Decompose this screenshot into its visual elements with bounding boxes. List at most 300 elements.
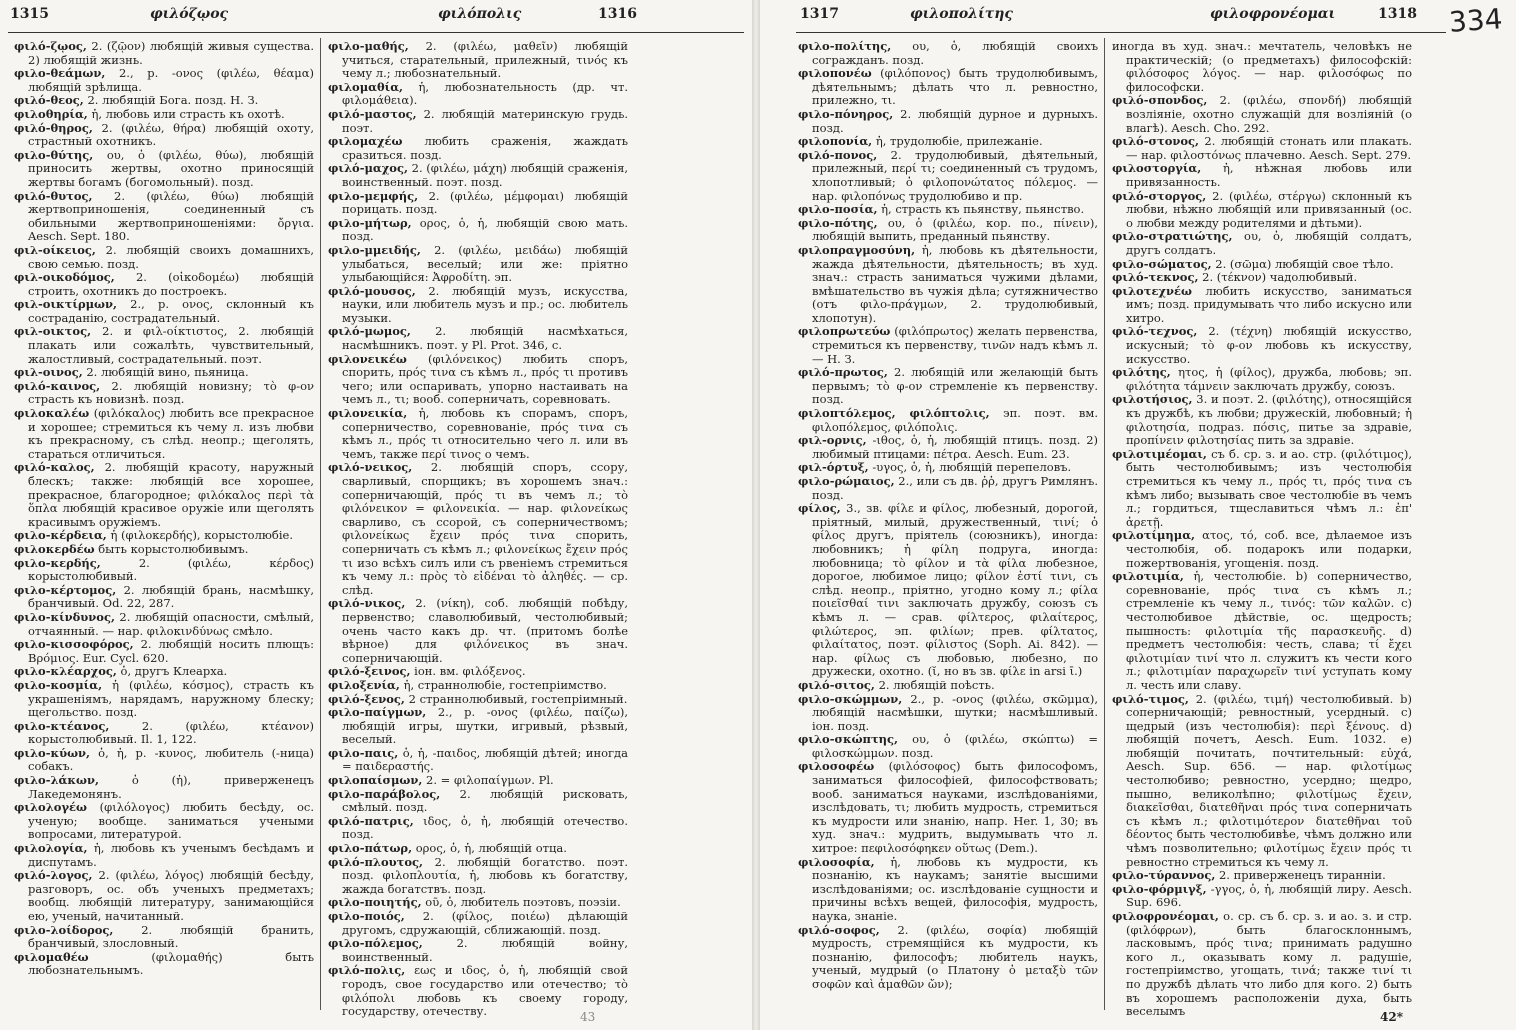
entry-headword: φιλο-κερδής, <box>14 555 101 570</box>
entry-headword: φιλο-κύων, <box>14 745 91 760</box>
dictionary-entry <box>798 461 1098 475</box>
entry-definition: 2. (φιλέω, μάχη) любящій сраженія, воинственный. поэт. позд. <box>342 161 628 189</box>
dictionary-entry <box>328 217 628 244</box>
entry-headword: φιλοφρονέομαι, <box>1112 909 1219 923</box>
entry-definition: 2. (σῶμα) любящій свое тѣло. <box>1215 256 1394 271</box>
dictionary-entry <box>798 244 1098 326</box>
dictionary-column <box>14 40 314 1020</box>
entry-headword: φιλο-σώματος, <box>1112 256 1212 271</box>
dictionary-entry <box>14 665 314 679</box>
dictionary-entry <box>14 869 314 923</box>
entry-headword: φιλό-τεκνος, <box>1112 270 1199 285</box>
dictionary-entry <box>798 407 1098 434</box>
entry-definition: 2., р. ονος, склонный къ состраданію, сострадательный. <box>28 297 314 325</box>
dictionary-entry <box>14 720 314 747</box>
entry-definition: 2. любящій своихъ домашнихъ, свою семью. позд. <box>28 242 314 271</box>
entry-headword: φιλό-ξεινος, <box>328 664 411 679</box>
entry-definition: 2. (φιλέω, μαθεῖν) любящій учиться, старательный, прилежный, τινός къ чему л.; любознательный. <box>342 40 628 81</box>
entry-headword: φιλό-σιτος, <box>798 677 875 692</box>
running-headword: φιλοπολίτης <box>910 6 1013 22</box>
dictionary-entry <box>328 285 628 326</box>
entry-headword: φιλό-θεος, <box>14 93 84 108</box>
entry-headword: φιλό-πονος, <box>798 147 878 162</box>
entry-headword: φιλοπρωτεύω <box>798 324 891 339</box>
entry-definition: 2. (νίκη), соб. любящій побѣду, первенство; славолюбивый, честолюбивый; очень часто какъ др. чт. (притомъ болѣе вѣрное) для φιλόνεικος въ знач. соперничающій. <box>342 596 628 665</box>
dictionary-entry <box>328 842 628 856</box>
entry-definition: 2. любящій бранить, бранчивый, злословный. <box>28 922 314 951</box>
dictionary-entry <box>798 108 1098 135</box>
entry-headword: φιλ-οικοδόμος, <box>14 270 115 285</box>
entry-headword: φιλοπονία, <box>798 134 873 149</box>
entry-headword: φιλοσοφέω <box>798 759 875 774</box>
entry-headword: φιλό-τιμος, <box>1112 691 1189 706</box>
dictionary-entry <box>798 502 1098 679</box>
entry-definition: ἡ, любовь къ спорамъ, споръ, соперничество, соревнованіе, πρός τινα съ кѣмъ л., πρός τι относительно чего л. или въ чемъ, также περί τινος о чемъ. <box>342 406 628 461</box>
dictionary-entry <box>14 298 314 325</box>
entry-headword: φιλο-πόνηρος, <box>798 106 894 121</box>
entry-headword: φιλό-στονος, <box>1112 134 1200 149</box>
dictionary-entry <box>328 190 628 217</box>
entry-definition: 2. (τέκνον) чадолюбивый. <box>1202 270 1358 285</box>
dictionary-entry <box>328 325 628 352</box>
page-number: 1315 <box>10 6 49 22</box>
dictionary-entry <box>14 611 314 638</box>
column-divider <box>320 38 321 1010</box>
entry-definition: ὁ, ἡ, -παιδος, любящій дѣтей; иногда = παιδεραστής. <box>342 745 628 774</box>
entry-headword: φιλό-ζῳος, <box>14 40 87 53</box>
entry-definition: 2. любящій войну, воинственный. <box>342 936 628 964</box>
entry-definition: 2. приверженецъ тиранніи. <box>1218 868 1386 883</box>
dictionary-entry <box>798 366 1098 407</box>
running-headword: φιλόπολις <box>438 6 522 22</box>
entry-headword: φιλονεικία, <box>328 406 408 421</box>
entry-definition: 2., или съ дв. ῥῥ, другъ Римлянъ. позд. <box>812 474 1098 502</box>
entry-definition: ἡ, трудолюбіе, прилежаніе. <box>875 134 1043 149</box>
entry-headword: φιλ-όρτυξ, <box>798 460 869 475</box>
entry-headword: φιλο-κοσμία, <box>14 677 103 692</box>
entry-definition: 2. (φιλέω, λόγος) любящій бесѣду, разговоръ, ос. объ ученыхъ предметахъ; вообщ. любящій литературу, занимающійся ею, ученый, начитанный. <box>28 868 314 923</box>
entry-definition: 2. (φιλέω, σοφία) любящій мудрость, стремящійся къ мудрости, къ познанію, философъ; любитель наукъ, ученый, мудрый (ο Платону ὁ μεταξὺ τῶν σοφῶν καὶ ἀμαθῶν ὤν); <box>812 922 1098 991</box>
page-number: 1316 <box>598 6 637 22</box>
entry-definition: 2. любящій вино, пьяница. <box>86 365 249 380</box>
dictionary-entry <box>328 244 628 285</box>
entry-headword: φιλομαχέω <box>328 134 403 149</box>
entry-definition: 2., р. -ονος (φιλέω, σκῶμμα), любящій насмѣшки, шутки; насмѣшливый. іон. позд. <box>812 691 1098 733</box>
dictionary-entry <box>328 774 628 788</box>
entry-headword: φιλοσοφία, <box>798 854 875 869</box>
column-divider <box>1104 38 1105 1010</box>
entry-definition: 2. (φιλέω, μέμφομαι) любящій порицать. позд. <box>342 188 628 217</box>
entry-definition: 2. любящій рисковать, смѣлый. позд. <box>342 786 628 815</box>
entry-definition: ἡ, любовь къ ученымъ бесѣдамъ и диспутамъ. <box>28 841 314 869</box>
dictionary-entry <box>1112 910 1412 1019</box>
dictionary-entry <box>328 353 628 407</box>
entry-definition: эп. поэт. вм. φιλοπόλεμος, φιλόπολις. <box>812 406 1098 434</box>
entry-definition: ἡ (φιλέω, κόσμος), страсть къ украшеніямъ, нарядамъ, наружному блеску; щегольство. позд. <box>28 677 314 720</box>
entry-headword: φιλοτεχνέω <box>1112 283 1192 298</box>
dictionary-entry <box>328 706 628 747</box>
dictionary-entry <box>328 597 628 665</box>
entry-headword: φιλο-σκώμμων, <box>798 691 903 706</box>
entry-definition: (φιλόλογος) любить бесѣду, ос. ученую; вообще. заниматься учеными вопросами, литературой. <box>28 800 314 842</box>
dictionary-entry <box>1112 883 1412 910</box>
dictionary-entry <box>14 149 314 190</box>
entry-definition: 3., зв. φίλε и φίλος, любезный, дорогой, пріятный, милый, дружественный, τινί; ὁ φίλος другъ, пріятель (союзникъ), иногда: любовникъ; ἡ φίλη подруга, иногда: любовница; τὸ φίλον и τὰ φίλα любезное, дорогое, любимое лицо; φίλον ἐστί τινι, съ слѣд. неопр., пріятно, угодно кому л.; φίλα ποιεῖσθαί τινι заключать дружбу, союзъ съ кѣмъ л. — срав. φίλτερος, φιλαίτερος, φιλώτερος, эп. φιλίων; прев. φίλτατος, φιλαίτατος, поэт. φίλιστος (Soph. Ai. 842). — нар. φίλως съ любовью, любезно, по дружески, охотно. (ῐ, но въ зв. φίλε in arsi ῑ.) <box>812 501 1098 679</box>
dictionary-entry <box>1112 529 1412 570</box>
entry-definition: ου, ὁ (φιλέω, σκώπτω) = φιλοσκώμμων. позд. <box>812 732 1098 760</box>
entry-headword: φιλό-πλουτος, <box>328 854 424 869</box>
dictionary-entry <box>1112 135 1412 162</box>
entry-headword: φιλομαθέω <box>14 949 89 964</box>
entry-definition: 2. любящій дурное и дурныхъ. позд. <box>812 106 1098 135</box>
entry-definition: ἡ (φιλοκερδής), корыстолюбіе. <box>110 528 293 543</box>
entry-headword: φιλ-οίκειος, <box>14 242 96 257</box>
entry-headword: φιλο-μεμφής, <box>328 188 419 203</box>
entry-headword: φιλό-νεικος, <box>328 460 413 475</box>
dictionary-entry <box>14 366 314 380</box>
running-headword: φιλόζῳος <box>150 6 229 22</box>
dictionary-entry <box>328 815 628 842</box>
dictionary-entry <box>798 475 1098 502</box>
entry-headword: φιλοτίμημα, <box>1112 528 1196 543</box>
entry-headword: φιλο-λάκων, <box>14 773 99 788</box>
entry-definition: 2. (φιλέω, μειδάω) любящій улыбаться, веселый; или же: пріятно улыбающійся: Ἀφροδίτη. эп. <box>342 242 628 285</box>
dictionary-entry <box>328 461 628 597</box>
dictionary-entry <box>328 896 628 910</box>
entry-definition: 2. и φιλ-οίκτιστος, 2. любящій плакать или сожалѣть, чувствительный, жалостливый, сострадательный. поэт. <box>28 324 314 366</box>
entry-headword: φιλοπραγμοσύνη, <box>798 242 916 257</box>
entry-definition: 2. любящій опасности, смѣлый, отчаянный. — нар. φιλοκινδύνως смѣло. <box>28 609 314 638</box>
entry-definition: ἡ, страсть къ пьянству, пьянство. <box>881 202 1085 217</box>
entry-headword: φιλό-καινος, <box>14 378 101 393</box>
header-rule <box>796 32 1446 33</box>
entry-definition: 2. любящій материнскую грудь. поэт. <box>342 106 628 135</box>
entry-definition: ἡ, нѣжная любовь или привязанность. <box>1126 161 1412 189</box>
dictionary-entry <box>14 325 314 366</box>
dictionary-entry <box>328 747 628 774</box>
entry-definition: любить сраженія, жаждать сразиться. позд. <box>342 134 628 162</box>
entry-headword: φιλό-θηρος, <box>14 120 93 135</box>
entry-headword: φιλο-λοίδορος, <box>14 922 114 937</box>
entry-definition: 2. любящій брань, насмѣшку, бранчивый. Od. 22, 287. <box>28 582 314 611</box>
entry-definition: 2. = φιλοπαίγμων. Pl. <box>426 773 554 788</box>
entry-definition: εως и ιδος, ὁ, ἡ, любящій свой городъ, свое государство или отечество; τὸ φιλόπολι любовь къ своему городу, государству, отечеству. <box>342 963 628 1019</box>
entry-definition: ἡ, любовь къ мудрости, къ познанію, къ наукамъ; занятіе высшими изслѣдованіями; ос. изслѣдованіе сущности и причины всѣхъ вещей, философія, мудрость, наука, знаніе. <box>812 854 1098 923</box>
entry-definition: -γγος, ὁ, ἡ, любящій лиру. Aesch. Sup. 696. <box>1126 881 1412 910</box>
entry-headword: φιλοθηρία, <box>14 106 88 121</box>
entry-definition: ιδος, ὁ, ἡ, любящій отечество. позд. <box>342 813 628 842</box>
entry-headword: φιλο-ποσία, <box>798 202 878 217</box>
entry-definition: ου, ὁ (φιλέω, θύω), любящій приносить жертвы, охотно приносящій жертвы богамъ (богомольный). позд. <box>28 147 314 189</box>
dictionary-entry <box>14 94 314 108</box>
dictionary-entry <box>798 67 1098 108</box>
entry-definition: 2. любящій богатство. поэт. позд. φιλοπλουτία, ἡ, любовь къ богатству, жажда богатствъ. позд. <box>342 854 628 896</box>
entry-definition: (φιλόπρωτος) желать первенства, стремиться къ первенству, τινῶν надъ кѣмъ л. — Н. З. <box>812 324 1098 366</box>
entry-headword: φιλ-οικτίρμων, <box>14 297 117 312</box>
entry-definition: быть корыстолюбивымъ. <box>98 541 249 556</box>
entry-headword: φιλολογία, <box>14 841 88 856</box>
entry-definition: -υγος, ὁ, ἡ, любящій перепеловъ. <box>872 460 1072 475</box>
entry-headword: φιλοπαίσμων, <box>328 773 423 788</box>
entry-headword: φιλ-οινος, <box>14 365 83 380</box>
entry-definition: ὁ, другъ Клеарха. <box>120 664 228 679</box>
entry-headword: φιλό-πατρις, <box>328 813 414 828</box>
dictionary-entry <box>14 67 314 94</box>
entry-definition: 2. (φιλέω, κτέανον) корыстолюбивый. Il. 1, 122. <box>28 718 314 747</box>
dictionary-entry <box>798 434 1098 461</box>
entry-definition: любить искусство, заниматься имъ; позд. придумывать что либо искусно или хитро. <box>1126 283 1412 325</box>
entry-definition: ου, ὁ, любящій своихъ согражданъ. позд. <box>812 40 1098 67</box>
dictionary-entry <box>798 760 1098 855</box>
dictionary-entry <box>1112 162 1412 189</box>
entry-headword: φιλο-σκώπτης, <box>798 732 899 747</box>
entry-headword: φιλοξενία, <box>328 677 400 692</box>
dictionary-entry <box>1112 271 1412 285</box>
dictionary-entry <box>14 774 314 801</box>
entry-headword: φιλο-κισσοφόρος, <box>14 637 134 652</box>
entry-definition: 2. (φίλος, ποιέω) дѣлающій другомъ, сдружающій, сближающій. позд. <box>342 909 628 937</box>
entry-headword: φίλος, <box>798 501 841 516</box>
book-gutter <box>752 0 760 1030</box>
dictionary-entry <box>798 856 1098 924</box>
entry-definition: ὁ, ἡ, р. -κυνος, любитель (-ница) собакъ. <box>28 745 314 774</box>
dictionary-entry <box>1112 570 1412 692</box>
entry-definition: (φιλόσοφος) быть философомъ, заниматься философіей, философствовать; вооб. заниматься науками, изслѣдованіями, изслѣдовать, τι; любить мудрость, стремиться къ мудрости или знанію, напр. Her. 1, 30; въ худ. знач.: мудрить, выдумывать что л. хитрое: πεφιλοσόφηκεν οὕτως (Dem.). <box>812 759 1098 856</box>
entry-headword: φιλοπονέω <box>798 66 872 81</box>
entry-definition: ἡ, страннолюбіе, гостепріимство. <box>403 677 607 692</box>
header-rule <box>8 32 744 33</box>
entry-headword: φιλο-κλέαρχος, <box>14 664 117 679</box>
entry-headword: φιλ-οικτος, <box>14 324 92 339</box>
dictionary-entry <box>14 842 314 869</box>
dictionary-entry <box>14 40 314 67</box>
entry-headword: φιλ-ορνις, <box>798 433 867 448</box>
dictionary-entry <box>1112 448 1412 530</box>
entry-headword: φιλοκερδέω <box>14 541 95 556</box>
entry-headword: φιλο-ποιητής, <box>328 895 422 910</box>
entry-headword: φιλο-ρώμαιος, <box>798 474 895 488</box>
entry-headword: φιλοτιμία, <box>1112 569 1184 584</box>
entry-headword: φιλο-πάτωρ, <box>328 841 413 856</box>
entry-definition: (φιλόπονος) быть трудолюбивымъ, дѣятельнымъ; дѣлать что л. ревностно, прилежно, τι. <box>812 66 1098 108</box>
dictionary-entry <box>328 693 628 707</box>
dictionary-entry <box>1112 325 1412 366</box>
entry-definition: ου, ὁ, любящій солдатъ, другъ солдатъ. <box>1126 229 1412 257</box>
running-headword: φιλοφρονέομαι <box>1210 6 1336 22</box>
entry-headword: φιλό-μωμος, <box>328 324 411 339</box>
dictionary-column <box>328 40 628 1020</box>
entry-headword: φιλό-πρωτος, <box>798 365 888 380</box>
page-footer-mark: 43 <box>580 1010 596 1024</box>
entry-definition: ου, ὁ (φιλέω, кор. по., πίνειν), любящій выпить, преданный пьянству. <box>812 215 1098 244</box>
entry-definition: іон. вм. φιλόξενος. <box>414 664 526 679</box>
entry-definition: ητος, ἡ (φίλος), дружба, любовь; эп. φιλότητα τάμνειν заключать дружбу, союзъ. <box>1126 365 1412 393</box>
dictionary-entry <box>1112 869 1412 883</box>
entry-definition: 2. (φιλέω, σπονδή) любящій возліяніе, охотно служащій для возліяній (о влагѣ). Aesch. Cho. 292. <box>1126 93 1412 135</box>
entry-definition: ὁ (ἡ), приверженецъ Лакедемонянъ. <box>28 773 314 801</box>
entry-headword: φιλό-μουσος, <box>328 283 416 298</box>
entry-headword: φιλο-μήτωρ, <box>328 215 412 230</box>
dictionary-entry <box>1112 366 1412 393</box>
entry-headword: φιλό-μαχος, <box>328 161 408 176</box>
entry-definition: 2. любящій насмѣхаться, насмѣшникъ. поэт. у Pl. Prot. 346, с. <box>342 324 628 353</box>
entry-definition: (φιλομαθής) быть любознательнымъ. <box>28 949 314 978</box>
dictionary-entry <box>798 203 1098 217</box>
entry-headword: φιλότης, <box>1112 365 1171 380</box>
entry-definition: (φιλόκαλος) любить все прекрасное и хорошее; стремиться къ чему л. изъ любви къ прекрасному, съ слѣд. неопр.; щеголять, стараться отличиться. <box>28 406 314 461</box>
dictionary-entry <box>14 529 314 543</box>
entry-headword: φιλολογέω <box>14 800 87 815</box>
entry-headword: φιλο-παις, <box>328 745 399 760</box>
entry-headword: φιλο-θεάμων, <box>14 66 106 81</box>
entry-headword: φιλό-μαστος, <box>328 106 417 121</box>
dictionary-entry <box>798 924 1098 992</box>
entry-definition: ἡ, любознательность (др. чт. φιλομάθεια). <box>342 79 628 108</box>
entry-headword: φιλο-κτέανος, <box>14 718 110 733</box>
dictionary-entry <box>798 679 1098 693</box>
entry-definition: 2. (φιλέω, κέρδος) корыстолюбивый. <box>28 555 314 584</box>
dictionary-entry <box>14 108 314 122</box>
dictionary-entry <box>798 693 1098 734</box>
entry-definition: 2. любящій или желающій быть первымъ; τὸ φ-ον стремленіе къ первенству. позд. <box>812 365 1098 407</box>
dictionary-entry <box>1112 40 1412 94</box>
entry-definition: 2., р. -ονος (φιλέω, θέαμα) любящій зрѣлища. <box>28 66 314 94</box>
entry-definition: ορος, ὁ, ἡ, любящій отца. <box>415 841 567 856</box>
entry-headword: φιλό-σπονδος, <box>1112 93 1208 108</box>
entry-headword: φιλομαθία, <box>328 79 404 94</box>
dictionary-entry <box>14 543 314 557</box>
dictionary-entry <box>1112 258 1412 272</box>
dictionary-entry <box>1112 693 1412 870</box>
dictionary-entry <box>1112 190 1412 231</box>
dictionary-entry <box>14 407 314 461</box>
entry-definition: съ б. ср. з. и ао. стр. (φιλότιμος), быть честолюбивымъ; изъ честолюбія стремиться къ чему л., πρός τι, πρός τινα съ кѣмъ либо; вызывать свое честолюбіе въ чемъ л.; гордиться, тщеславиться чѣмъ л.: ἐπ' ἀρετῇ. <box>1126 446 1412 529</box>
entry-headword: φιλο-παράβολος, <box>328 786 441 801</box>
dictionary-entry <box>14 122 314 149</box>
entry-headword: φιλονεικέω <box>328 351 407 366</box>
entry-definition: иногда въ худ. знач.: мечтатель, человѣкъ не практическій; (о предметахъ) философскій: φιλόσοφος λόγος. — нар. φιλοσόφως по философски. <box>1112 40 1412 94</box>
dictionary-entry <box>328 407 628 461</box>
dictionary-entry <box>328 788 628 815</box>
dictionary-column <box>798 40 1098 1020</box>
dictionary-entry <box>328 665 628 679</box>
dictionary-entry <box>1112 230 1412 257</box>
entry-definition: 3. и поэт. 2. (φιλότης), относящійся къ дружбѣ, къ любви; дружескій, любовный; ἡ φιλοτησία, подраз. πόσις, питье за здравіе, προπίνειν φιλοτησίας пить за здравіе. <box>1126 392 1412 448</box>
dictionary-entry <box>14 951 314 978</box>
left-page-header <box>0 6 752 28</box>
dictionary-entry <box>14 557 314 584</box>
entry-headword: φιλο-μαθής, <box>328 40 409 53</box>
entry-definition: ο. ср. съ б. ср. з. и ао. з. и стр. (φιλόφρων), быть благосклоннымъ, ласковымъ, πρός τινα; принимать радушно кого л., оказывать кому л. радушіе, гостепріимство, угощать, τινά; также τινί τι по дружбѣ дѣлать что либо для кого. 2) быть въ хорошемъ расположеніи духа, быть веселымъ <box>1126 909 1412 1019</box>
dictionary-entry <box>328 40 628 81</box>
entry-definition: ατος, τό, соб. все, дѣлаемое изъ честолюбія, об. подарокъ или подарки, пожертвованія, угощенія. позд. <box>1126 528 1412 570</box>
entry-definition: ορος, ὁ, ἡ, любящій свою мать. позд. <box>342 215 628 244</box>
dictionary-entry <box>14 244 314 271</box>
dictionary-entry <box>798 733 1098 760</box>
entry-definition: 2. любящій Бога. позд. Н. З. <box>87 93 259 108</box>
entry-headword: φιλοπτόλεμος, φιλόπτολις, <box>798 406 990 421</box>
entry-definition: (φιλόνεικος) любить споръ, спорить, πρός τινα съ кѣмъ л., πρός τι противъ чего; или оспаривать, упорно настаивать на чемъ л., τι; вооб. соперничать, соревновать. <box>342 351 628 407</box>
dictionary-entry <box>328 937 628 964</box>
entry-definition: 2. любящій носить плющъ: Βρόμιος. Eur. Cycl. 620. <box>28 637 314 665</box>
entry-headword: φιλο-ποιός, <box>328 909 405 923</box>
left-page <box>0 0 752 1030</box>
page-number: 1317 <box>800 6 839 22</box>
dictionary-entry <box>14 924 314 951</box>
right-page <box>760 0 1516 1030</box>
entry-headword: φιλό-λογος, <box>14 868 93 883</box>
entry-headword: φιλο-φόρμιγξ, <box>1112 881 1207 896</box>
entry-headword: φιλό-σοφος, <box>798 922 880 937</box>
page-number: 1318 <box>1378 6 1417 22</box>
entry-definition: 2. (φιλέω, στέργω) склонный къ любви, нѣжно любящій или привязанный (ос. о любви между родителями и дѣтьми). <box>1126 188 1412 230</box>
entry-headword: φιλο-μμειδής, <box>328 242 421 257</box>
entry-headword: φιλό-νικος, <box>328 596 406 611</box>
entry-definition: 2. любящій споръ, ссору, сварливый, спорщикъ; въ хорошемъ знач.: соперничающій, πρός τι въ чемъ л.; τὸ φιλόνεικον = φιλονεικία. — нар. φιλονείκως сварливо, съ ссорой, съ соперничествомъ; φιλονείκως ἔχειν πρός τινα спорить, соперничать съ кѣмъ л.; φιλονείκως ἔχειν πρός τι изо всѣхъ силъ или съ рвеніемъ стремиться къ чему л.: πρὸς τὸ εἰδέναι τὸ ἀληθές. — ср. слѣд. <box>342 460 628 597</box>
entry-headword: φιλοτήσιος, <box>1112 392 1193 407</box>
entry-definition: 2., р. -ονος (φιλέω, παίζω), любящій игры, шутки, игривый, рѣзвый, веселый. <box>342 705 628 747</box>
entry-definition: ἡ, любовь къ дѣятельности, жажда дѣятельности, дѣятельность; въ худ. знач.: страсть заниматься чужими дѣлами, вмѣшательство въ чужія дѣла; сутяжничество (отъ φιλο-πράγμων, 2. трудолюбивый, хлопотун). <box>812 242 1098 325</box>
entry-headword: φιλοκαλέω <box>14 406 90 421</box>
entry-definition: οῦ, ὁ, любитель поэтовъ, поэзіи. <box>425 895 621 910</box>
entry-headword: φιλο-θύτης, <box>14 147 94 162</box>
entry-headword: φιλο-κέρτομος, <box>14 582 117 597</box>
entry-definition: 2. любящій новизну; τὸ φ-ον страсть къ новизнѣ. позд. <box>28 378 314 407</box>
entry-definition: 2. (τέχνη) любящій искусство, искусный; τὸ φ-ον любовь къ искусству, искусство. <box>1126 324 1412 366</box>
dictionary-entry <box>328 910 628 937</box>
entry-definition: 2. любящій стонать или плакать. — нар. φιλοστόνως плачевно. Aesch. Sept. 279. <box>1126 134 1412 162</box>
entry-headword: φιλοστοργία, <box>1112 161 1202 176</box>
dictionary-entry <box>14 190 314 244</box>
entry-headword: φιλό-καλος, <box>14 460 95 475</box>
right-page-header <box>760 6 1516 28</box>
entry-definition: 2. (φιλέω, τιμή) честолюбивый. b) соперничающій; ревностный, усердный. c) щедрый (изъ честолюбія): περὶ ξένους. d) любящій почетъ, Aesch. Eum. 1032. e) любящій почитать, почтительный: εὐχά, Aesch. Sup. 656. — нар. φιλοτίμως честолюбиво; ревностно, усердно; щедро, пышно, великолѣпно; φιλοτίμως ἔχειν, διακεῖσθαι, διατεθῆναι πρός τινα соперничать съ кѣмъ л.; φιλοτιμότερον διατεθῆναι τοῦ δέοντος быть честолюбивѣе, чѣмъ должно или чѣмъ позволительно; φιλοτίμως ἔχειν πρός τι ревностно стремиться къ чему л. <box>1126 691 1412 869</box>
entry-headword: φιλο-κέρδεια, <box>14 528 107 543</box>
dictionary-entry <box>798 40 1098 67</box>
entry-definition: 2. любящій поѣсть. <box>878 677 995 692</box>
dictionary-entry <box>14 801 314 842</box>
dictionary-entry <box>1112 94 1412 135</box>
entry-headword: φιλο-στρατιώτης, <box>1112 229 1233 244</box>
entry-definition: 2. (φιλέω, θύω) любящій жертвоприношенія, соединенный съ обильными жертвоприношеніями: ὄργια. Aesch. Sept. 180. <box>28 188 314 244</box>
entry-headword: φιλο-κίνδυνος, <box>14 609 115 624</box>
entry-definition: 2. любящій красоту, наружный блескъ; также: любящій все хорошее, прекрасное, благородное; φιλόκαλος περὶ τὰ ὅπλα любящій красивое оружіе или щеголять красивымъ оружіемъ. <box>28 460 314 529</box>
entry-definition: 2. (οἰκοδομέω) любящій строить, охотникъ до построекъ. <box>28 270 314 298</box>
dictionary-entry <box>1112 285 1412 326</box>
dictionary-entry <box>798 149 1098 203</box>
entry-definition: 2. (φιλέω, θήρα) любящій охоту, страстный охотникъ. <box>28 120 314 149</box>
entry-headword: φιλο-πότης, <box>798 215 878 230</box>
dictionary-entry <box>328 108 628 135</box>
dictionary-entry <box>798 135 1098 149</box>
dictionary-entry <box>14 747 314 774</box>
dictionary-entry <box>14 638 314 665</box>
dictionary-entry <box>798 217 1098 244</box>
dictionary-entry <box>1112 393 1412 447</box>
dictionary-column <box>1112 40 1412 1020</box>
page-footer-mark: 42* <box>1380 1010 1403 1024</box>
entry-definition: 2. трудолюбивый, дѣятельный, прилежный, περί τι; соединенный съ трудомъ, хлопотливый; ὁ φιλοπονώτατος πόλεμος. — нар. φιλοπόνως трудолюбиво и пр. <box>812 147 1098 203</box>
dictionary-entry <box>328 679 628 693</box>
entry-headword: φιλό-θυτος, <box>14 188 93 203</box>
entry-definition: 2. любящій музъ, искусства, науки, или любитель музъ и пр.; ос. любитель музыки. <box>342 283 628 325</box>
entry-headword: φιλό-τεχνος, <box>1112 324 1198 339</box>
dictionary-entry <box>798 325 1098 366</box>
entry-definition: ἡ, любовь или страсть къ охотѣ. <box>91 106 285 121</box>
entry-headword: φιλο-πόλεμος, <box>328 936 423 951</box>
dictionary-entry <box>14 271 314 298</box>
dictionary-entry <box>328 856 628 897</box>
